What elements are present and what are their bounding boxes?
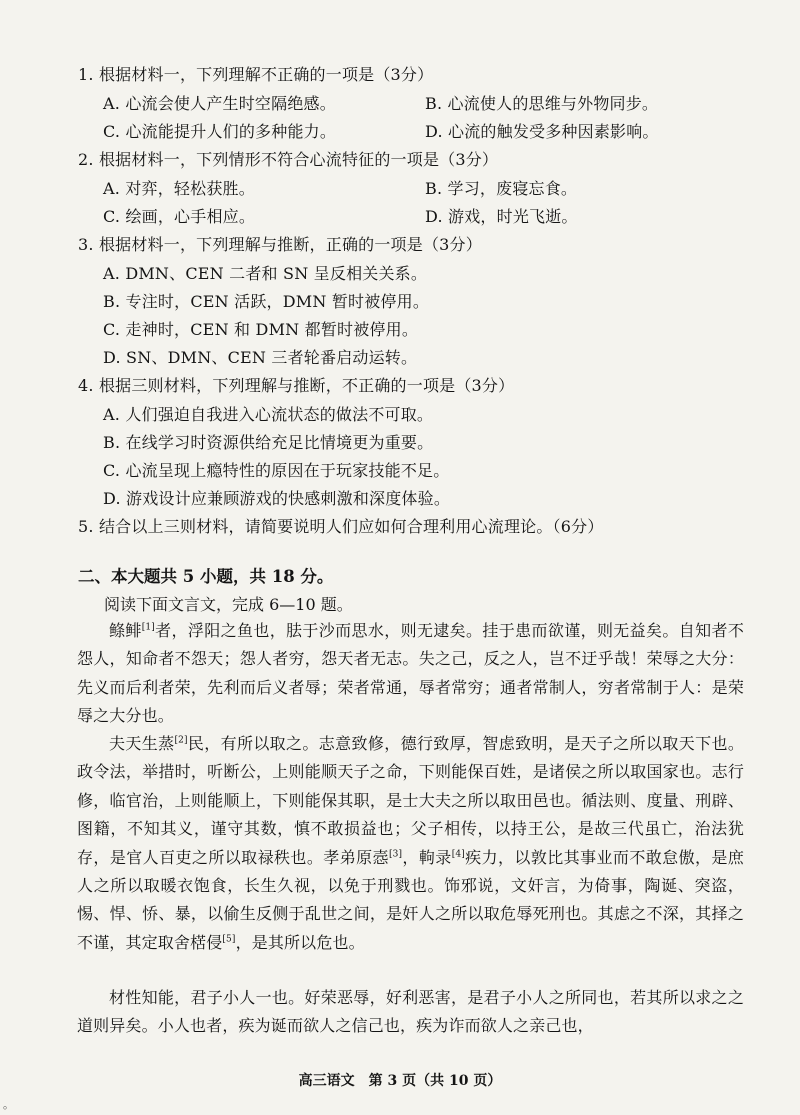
passage-paragraph-2: 夫天生蒸[2]民，有所以取之。志意致修，德行致厚，智虑致明，是天子之所以取天下也。政令法，举措时，听断公，上则能顺天子之命，下则能保百姓，是诸侯之所以取国家也。志行修，临官治，上则能顺上，下则能保其职，是士大夫之所以取田邑也。循法则、度量、刑辟、图籍，不知其义，谨守其数，慎不敢损益也；父子相传，以持王公，是故三代虽亡，治法犹存，是官人百吏之所以取禄秩也。孝弟原悫[3]，軥录[4]疾力，以敦比其事业而不敢怠傲，是庶人之所以取暖衣饱食，长生久视，以免于刑戮也。饰邪说，文奸言，为倚事，陶诞、突盗，惕、悍、㤭、暴，以偷生反侧于乱世之间，是奸人之所以取危辱死刑也。其虑之不深，其择之不谨，其定取舍楛侵[5]，是其所以危也。 <box>77 734 744 952</box>
footnote-ref-2: [2] <box>174 735 188 746</box>
question-4-option-c: C. 心流呈现上瘾特性的原因在于玩家技能不足。 <box>103 461 450 480</box>
question-3-option-a: A. DMN、CEN 二者和 SN 呈反相关关系。 <box>103 264 428 283</box>
page-footer: 高三语文 第 3 页（共 10 页） <box>298 1073 502 1089</box>
question-1-stem: 1. 根据材料一，下列理解不正确的一项是（3分） <box>78 65 434 84</box>
question-3-option-c: C. 走神时，CEN 和 DMN 都暂时被停用。 <box>103 320 419 339</box>
footnote-ref-3: [3] <box>388 849 403 860</box>
footnote-ref-5: [5] <box>222 934 236 945</box>
question-4-option-d: D. 游戏设计应兼顾游戏的快感刺激和深度体验。 <box>103 489 451 508</box>
passage-paragraph-1: 鲦鲱[1]者，浮阳之鱼也，胠于沙而思水，则无逮矣。挂于患而欲谨，则无益矣。自知者不怨人，知命者不怨天；怨人者穷，怨天者无志。失之己，反之人，岂不迂乎哉！荣辱之大分：先义而后利者荣，先利而后义者辱；荣者常通，辱者常穷；通者常制人，穷者常制于人：是荣辱之大分也。 <box>77 621 744 726</box>
question-2-option-c: C. 绘画，心手相应。 <box>103 207 256 226</box>
question-3-stem: 3. 根据材料一，下列理解与推断，正确的一项是（3分） <box>78 235 482 254</box>
question-4-stem: 4. 根据三则材料，下列理解与推断，不正确的一项是（3分） <box>78 376 515 395</box>
section-2-instructions: 阅读下面文言文，完成 6—10 题。 <box>104 595 353 614</box>
question-2-option-b: B. 学习，废寝忘食。 <box>425 179 578 198</box>
question-4-option-a: A. 人们强迫自我进入心流状态的做法不可取。 <box>103 405 434 424</box>
question-1-option-b: B. 心流使人的思维与外物同步。 <box>425 94 659 113</box>
question-3-option-d: D. SN、DMN、CEN 三者轮番启动运转。 <box>103 348 418 367</box>
passage-paragraph-3: 材性知能，君子小人一也。好荣恶辱，好利恶害，是君子小人之所同也，若其所以求之之道则异矣。小人也者，疾为诞而欲人之信己也，疾为诈而欲人之亲己也， <box>77 988 744 1036</box>
question-1-option-d: D. 心流的触发受多种因素影响。 <box>425 122 659 141</box>
question-5-stem: 5. 结合以上三则材料，请简要说明人们应如何合理利用心流理论。（6分） <box>78 517 604 536</box>
question-1-option-a: A. 心流会使人产生时空隔绝感。 <box>103 94 336 113</box>
footnote-ref-1: [1] <box>141 622 155 633</box>
question-2-stem: 2. 根据材料一，下列情形不符合心流特征的一项是（3分） <box>78 150 499 169</box>
footnote-ref-4: [4] <box>451 849 465 860</box>
question-3-option-b: B. 专注时，CEN 活跃，DMN 暂时被停用。 <box>103 292 430 311</box>
question-1-option-c: C. 心流能提升人们的多种能力。 <box>103 122 337 141</box>
question-4-option-b: B. 在线学习时资源供给充足比情境更为重要。 <box>103 433 434 452</box>
question-2-option-d: D. 游戏，时光飞逝。 <box>425 207 578 226</box>
question-2-option-a: A. 对弈，轻松获胜。 <box>103 179 255 198</box>
section-2-heading: 二、本大题共 5 小题，共 18 分。 <box>78 567 334 586</box>
corner-mark: 。 <box>3 1098 14 1111</box>
